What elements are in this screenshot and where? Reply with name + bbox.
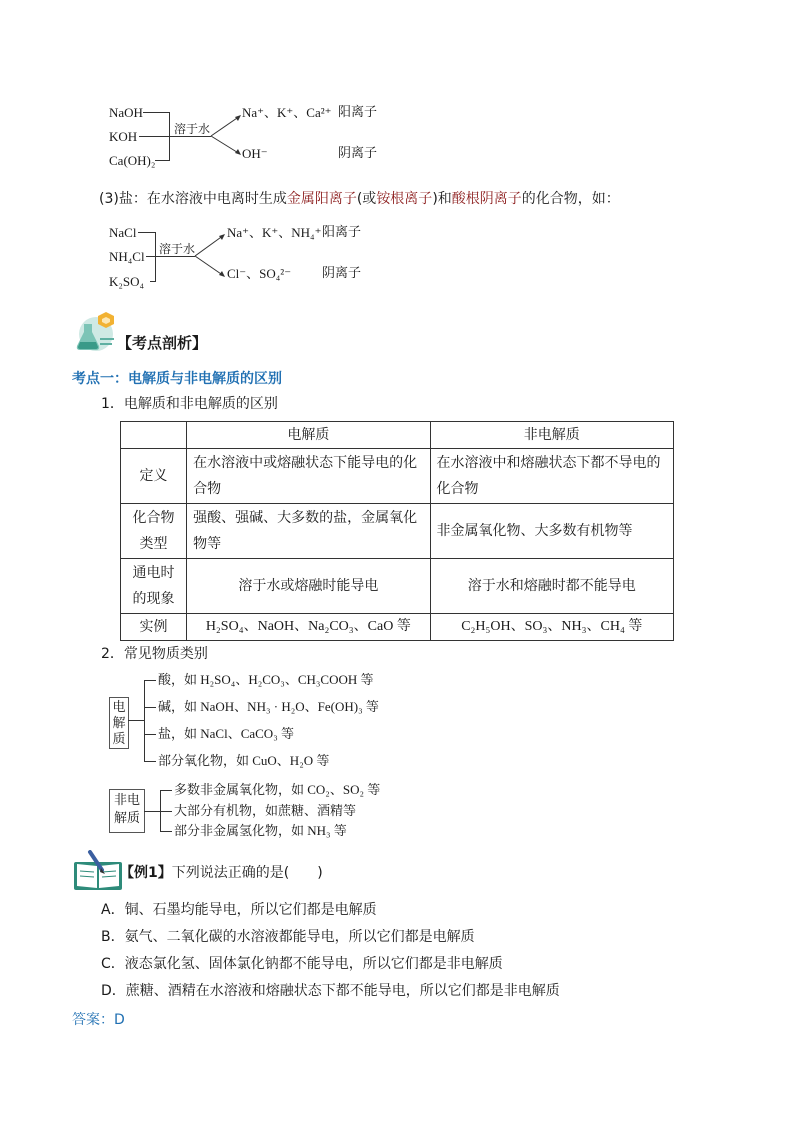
- compound-naoh: NaOH: [109, 105, 143, 120]
- anion-label-2: 阴离子: [322, 266, 362, 281]
- compound-k2so4: K₂SO₄: [109, 274, 145, 289]
- table-cell: 溶于水或熔融时能导电: [187, 559, 430, 614]
- table-cell: H₂SO₄、NaOH、Na₂CO₃、CaO 等: [187, 614, 430, 641]
- table-row: [121, 559, 674, 614]
- electrolyte-box: 电解质: [109, 697, 129, 749]
- non-electrolyte-box: 非电解质: [109, 789, 145, 833]
- anion-label: 阴离子: [338, 146, 378, 161]
- table-header-cell: 电解质: [187, 422, 430, 449]
- answer: 答案：D: [72, 1012, 125, 1028]
- cation-list: Na⁺、K⁺、Ca²⁺: [242, 105, 332, 120]
- salt-definition: (3)盐：在水溶液中电离时生成金属阳离子(或铵根离子)和酸根阴离子的化合物，如：: [99, 191, 620, 207]
- table-cell: C₂H₅OH、SO₃、NH₃、CH₄ 等: [430, 614, 673, 641]
- category-item: 多数非金属氧化物，如 CO₂、SO₂ 等: [174, 782, 381, 797]
- option-d: D．蔗糖、酒精在水溶液和熔融状态下都不能导电，所以它们都是非电解质: [101, 983, 560, 999]
- category-item: 盐，如 NaCl、CaCO₃ 等: [158, 726, 294, 741]
- compound-nh4cl: NH₄Cl: [109, 249, 145, 264]
- example-heading: [120, 864, 323, 882]
- category-item: 大部分有机物，如蔗糖、酒精等: [174, 803, 357, 818]
- table-row: [121, 614, 674, 641]
- anion-list: OH⁻: [242, 146, 268, 161]
- example-label: 【例1】: [120, 865, 172, 881]
- category-item: 碱，如 NaOH、NH₃ · H₂O、Fe(OH)₃ 等: [158, 699, 379, 714]
- table-cell: 强酸、强碱、大多数的盐，金属氧化物等: [187, 504, 430, 559]
- compound-caoh2: Ca(OH)₂: [109, 153, 156, 168]
- table-header-cell: [121, 422, 187, 449]
- cation-label: 阳离子: [338, 105, 378, 120]
- split-arrow-icon: [210, 110, 244, 160]
- item-one-title: 1．电解质和非电解质的区别: [101, 396, 278, 412]
- process-label: 溶于水: [174, 122, 211, 136]
- anion-list-2: Cl⁻、SO₄²⁻: [227, 266, 292, 281]
- example-question: 下列说法正确的是( ): [171, 865, 323, 881]
- compound-nacl: NaCl: [109, 225, 137, 240]
- row-label: 化合物类型: [121, 504, 187, 559]
- split-arrow-icon: [194, 230, 228, 282]
- process-label-2: 溶于水: [159, 242, 196, 256]
- comparison-table: [120, 421, 674, 641]
- item-two-title: 2．常见物质类别: [101, 646, 208, 662]
- option-b: B．氨气、二氧化碳的水溶液都能导电，所以它们都是电解质: [101, 929, 475, 945]
- table-cell: 非金属氧化物、大多数有机物等: [430, 504, 673, 559]
- section-heading: 【考点剖析】: [117, 334, 208, 352]
- option-a: A．铜、石墨均能导电，所以它们都是电解质: [101, 902, 377, 918]
- category-item: 酸，如 H₂SO₄、H₂CO₃、CH₃COOH 等: [158, 672, 374, 687]
- category-item: 部分氧化物，如 CuO、H₂O 等: [158, 753, 330, 768]
- table-cell: 在水溶液中和熔融状态下都不导电的化合物: [430, 449, 673, 504]
- table-row: [121, 449, 674, 504]
- book-pencil-icon: [72, 850, 124, 892]
- table-cell: 在水溶液中或熔融状态下能导电的化合物: [187, 449, 430, 504]
- term-metal-cation: 金属阳离子: [286, 191, 357, 207]
- compound-koh: KOH: [109, 129, 138, 144]
- row-label: 通电时的现象: [121, 559, 187, 614]
- option-c: C．液态氯化氢、固体氯化钠都不能导电，所以它们都是非电解质: [101, 956, 503, 972]
- category-item: 部分非金属氢化物，如 NH₃ 等: [174, 823, 347, 838]
- table-header-row: [121, 422, 674, 449]
- row-label: 定义: [121, 449, 187, 504]
- cation-label-2: 阳离子: [322, 225, 362, 240]
- row-label: 实例: [121, 614, 187, 641]
- cation-list-2: Na⁺、K⁺、NH₄⁺: [227, 225, 322, 240]
- term-ammonium-ion: 铵根离子: [376, 191, 433, 207]
- term-acid-anion: 酸根阴离子: [451, 191, 522, 207]
- table-row: [121, 504, 674, 559]
- flask-icon: [72, 310, 118, 354]
- table-cell: 溶于水和熔融时都不能导电: [430, 559, 673, 614]
- point-one-title: 考点一：电解质与非电解质的区别: [72, 371, 282, 387]
- table-header-cell: 非电解质: [430, 422, 673, 449]
